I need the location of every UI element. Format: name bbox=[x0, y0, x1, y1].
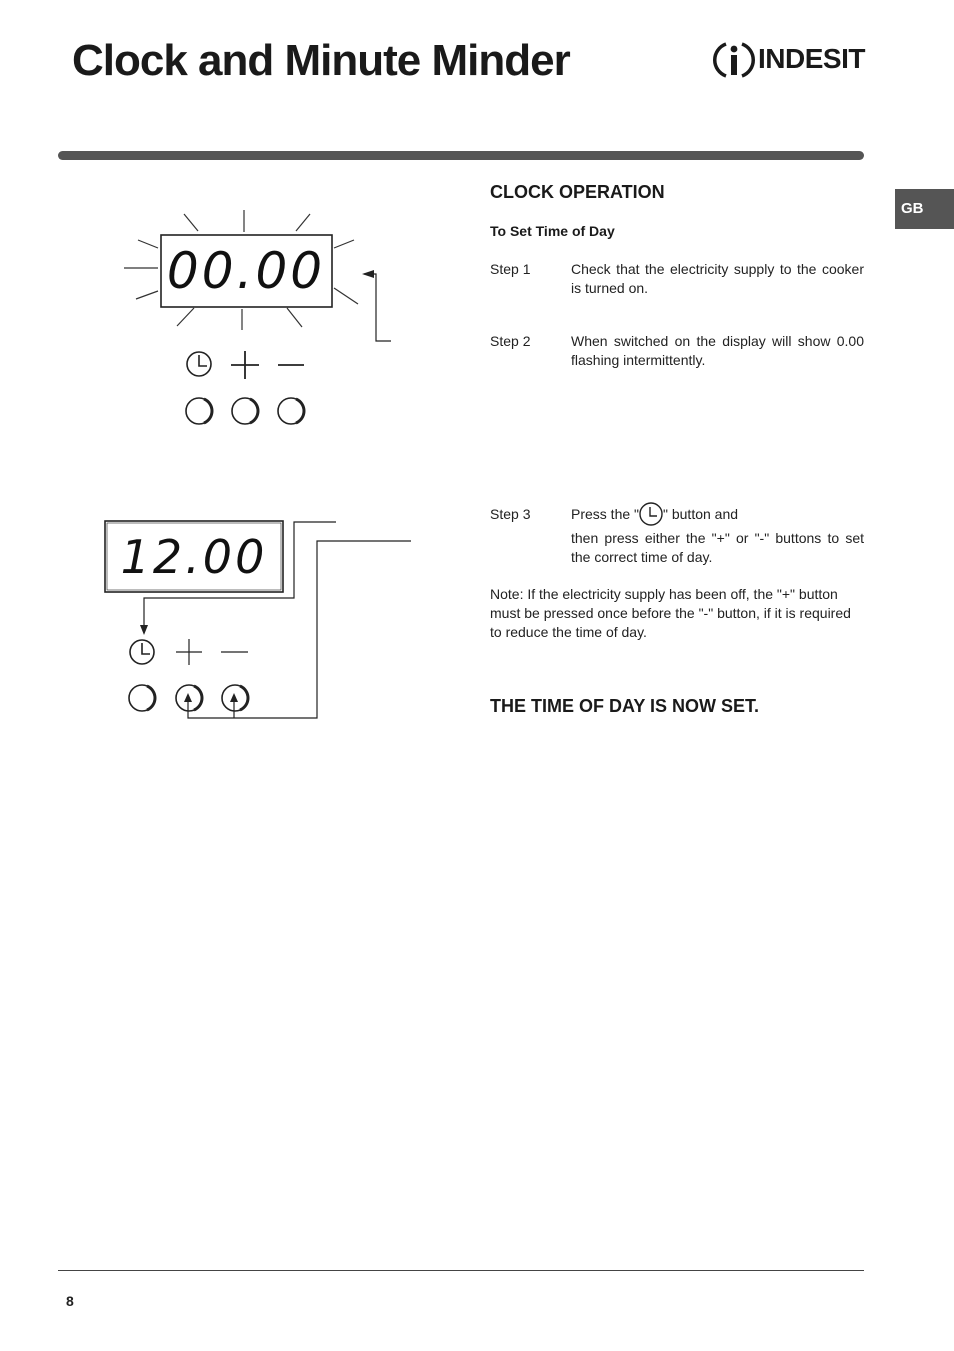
brand-name: INDESIT bbox=[758, 43, 865, 74]
indesit-i-icon bbox=[712, 38, 756, 82]
page-number: 8 bbox=[66, 1293, 74, 1309]
step-3-text: then press either the "+" or "-" buttons to set the correct time of day. bbox=[571, 530, 864, 565]
step-2-label: Step 2 bbox=[490, 333, 531, 349]
control-buttons bbox=[186, 398, 304, 424]
step-1-label: Step 1 bbox=[490, 261, 531, 277]
clock-icon bbox=[130, 640, 154, 664]
step-3-text-after: " button and bbox=[663, 506, 739, 522]
plus-icon bbox=[176, 639, 202, 665]
step-3-line-1 bbox=[571, 505, 864, 524]
plus-icon bbox=[231, 351, 259, 379]
clock-icon bbox=[639, 502, 663, 526]
lcd-readout: 12.00 bbox=[120, 530, 268, 584]
note-text: Note: If the electricity supply has been off, the "+" button must be pressed once before the "-" button, if it is required to reduce the time of day. bbox=[490, 586, 851, 640]
section-heading: CLOCK OPERATION bbox=[490, 182, 665, 202]
display-diagram-flashing bbox=[110, 200, 410, 440]
step-1-text: Check that the electricity supply to the cooker is turned on. bbox=[571, 261, 864, 296]
language-tab: GB bbox=[895, 189, 954, 229]
step-3-label: Step 3 bbox=[490, 506, 531, 522]
lcd-readout: 00.00 bbox=[166, 242, 326, 300]
conclusion-heading: THE TIME OF DAY IS NOW SET. bbox=[490, 696, 760, 716]
display-diagram-set bbox=[100, 515, 420, 725]
step-3-text-before: Press the " bbox=[571, 506, 639, 522]
step-2-text: When switched on the display will show 0.00 flashing intermittently. bbox=[571, 333, 864, 368]
arrow-head bbox=[362, 270, 374, 278]
page-title: Clock and Minute Minder bbox=[72, 36, 570, 85]
section-subheading: To Set Time of Day bbox=[490, 223, 615, 239]
indesit-logo bbox=[712, 38, 867, 82]
clock-icon bbox=[187, 352, 211, 376]
header-divider bbox=[58, 151, 864, 160]
arrow-head bbox=[140, 625, 148, 635]
pointer-line bbox=[364, 274, 391, 341]
footer-divider bbox=[58, 1270, 864, 1271]
